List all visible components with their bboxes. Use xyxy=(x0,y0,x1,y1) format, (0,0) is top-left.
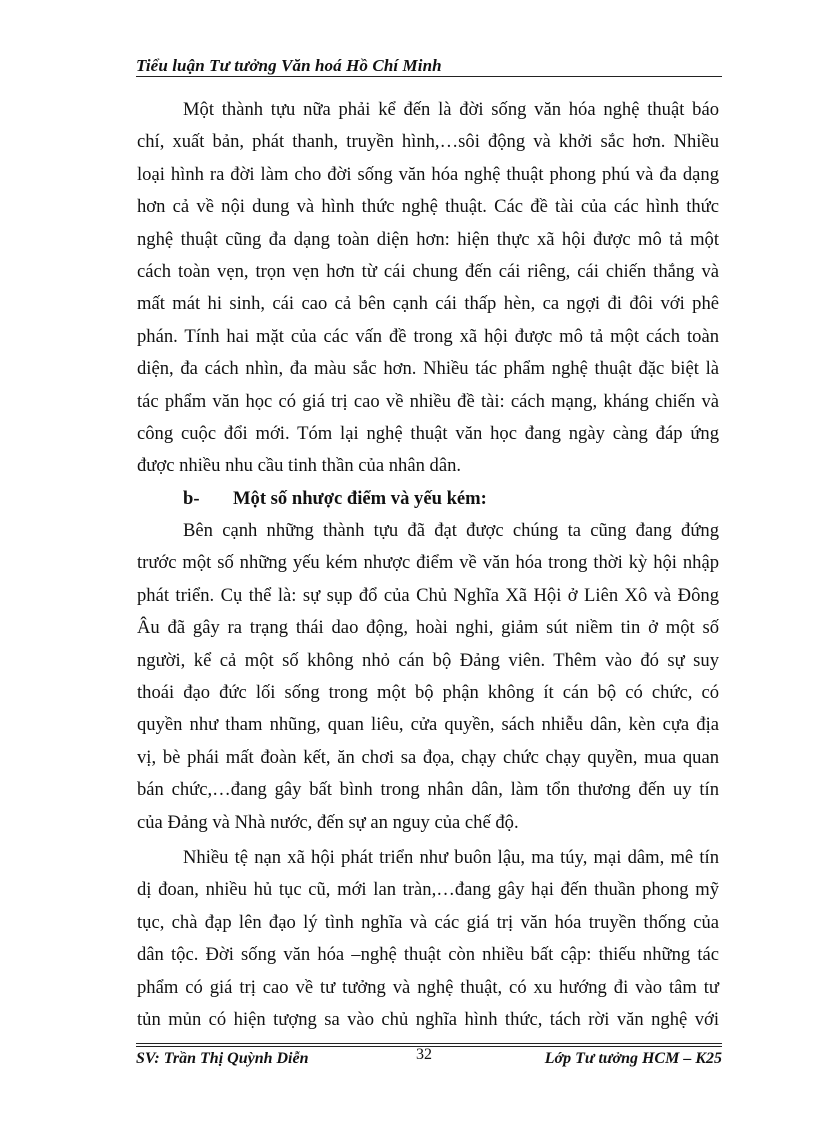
paragraph-line: hơn cả về nội dung và hình thức nghệ thuật. Các đề tài của các hình thức xyxy=(137,196,719,218)
heading-marker: b- xyxy=(183,487,200,509)
paragraph-line: Bên cạnh những thành tựu đã đạt được chúng ta cũng đang đứng xyxy=(183,520,719,542)
section-heading xyxy=(137,483,719,515)
page-header xyxy=(136,54,722,78)
paragraph-line: dân tộc. Đời sống văn hóa –nghệ thuật còn nhiều bất cập: thiếu những tác xyxy=(137,944,719,966)
paragraph-line: Âu đã gây ra trạng thái dao động, hoài nghi, giảm sút niềm tin ở một số xyxy=(137,617,719,639)
footer-class-name: Lớp Tư tưởng HCM – K25 xyxy=(544,1050,722,1067)
paragraph-line: mất mát hi sinh, cái cao cả bên cạnh cái thấp hèn, ca ngợi đi đôi với phê xyxy=(137,293,719,315)
paragraph-line: chí, xuất bản, phát thanh, truyền hình,…sôi động và khởi sắc hơn. Nhiều xyxy=(137,131,719,153)
page-footer xyxy=(136,1046,722,1072)
paragraph-line: bán chức,…đang gây bất bình trong nhân dân, làm tổn thương đến uy tín xyxy=(137,779,719,801)
paragraph-line: trước một số những yếu kém nhược điểm về văn hóa trong thời kỳ hội nhập xyxy=(137,552,719,574)
heading-text: Một số nhược điểm và yếu kém: xyxy=(233,487,487,509)
paragraph-line: công cuộc đổi mới. Tóm lại nghệ thuật văn học đang ngày càng đáp ứng xyxy=(137,422,719,444)
paragraph-line: phát triển. Cụ thể là: sự sụp đổ của Chủ Nghĩa Xã Hội ở Liên Xô và Đông xyxy=(137,584,719,606)
paragraph-line: tác phẩm văn học có giá trị cao về nhiều đề tài: cách mạng, kháng chiến và xyxy=(137,390,719,412)
page-number: 32 xyxy=(416,1046,432,1063)
paragraph-line: tủn mủn có hiện tượng sa vào chủ nghĩa hình thức, tách rời văn nghệ với xyxy=(137,1008,719,1030)
paragraph-line: quyền như tham nhũng, quan liêu, cửa quyền, sách nhiễu dân, kèn cựa địa xyxy=(137,714,719,736)
paragraph-line: Một thành tựu nữa phải kể đến là đời sống văn hóa nghệ thuật báo xyxy=(183,99,719,120)
paragraph-line: loại hình ra đời làm cho đời sống văn hóa nghệ thuật phong phú và đa dạng xyxy=(137,163,719,185)
paragraph-line: nghệ thuật cũng đa dạng toàn diện hơn: hiện thực xã hội được mô tả một xyxy=(137,228,719,250)
footer-rule xyxy=(136,1043,722,1044)
paragraph-line: phẩm có giá trị cao về tư tưởng và nghệ thuật, có xu hướng đi vào tâm tư xyxy=(137,976,719,998)
paragraph-line: diện, đa cách nhìn, đa màu sắc hơn. Nhiều tác phẩm nghệ thuật đặc biệt là xyxy=(137,358,719,380)
paragraph-line: thoái đạo đức lối sống trong một bộ phận không ít cán bộ có chức, có xyxy=(137,682,719,704)
paragraph-line: phán. Tính hai mặt của các vấn đề trong xã hội được mô tả một cách toàn xyxy=(137,325,719,347)
paragraph-line: tục, chà đạp lên đạo lý tình nghĩa và các giá trị văn hóa truyền thống của xyxy=(137,911,719,933)
footer-student-name: SV: Trần Thị Quỳnh Diễn xyxy=(136,1050,309,1067)
paragraph-line: được nhiều nhu cầu tinh thần của nhân dân. xyxy=(137,455,462,477)
paragraph-line: dị đoan, nhiều hủ tục cũ, mới lan tràn,…đang gây hại đến thuần phong mỹ xyxy=(137,879,719,901)
paragraph-line: cách toàn vẹn, trọn vẹn hơn từ cái chung đến cái riêng, cái chiến thắng và xyxy=(137,260,719,282)
body-text xyxy=(137,94,719,1036)
paragraph-line: của Đảng và Nhà nước, đến sự an nguy của chế độ. xyxy=(137,811,519,833)
paragraph-line: Nhiều tệ nạn xã hội phát triển như buôn lậu, ma túy, mại dâm, mê tín xyxy=(183,846,719,868)
paragraph-line: người, kể cả một số không nhỏ cán bộ Đảng viên. Thêm vào đó sự suy xyxy=(137,649,719,671)
paragraph-line: vị, bè phái mất đoàn kết, ăn chơi sa đọa, chạy chức chạy quyền, mua quan xyxy=(137,746,719,768)
header-title: Tiểu luận Tư tưởng Văn hoá Hồ Chí Minh xyxy=(136,56,442,75)
header-rule xyxy=(136,76,722,77)
